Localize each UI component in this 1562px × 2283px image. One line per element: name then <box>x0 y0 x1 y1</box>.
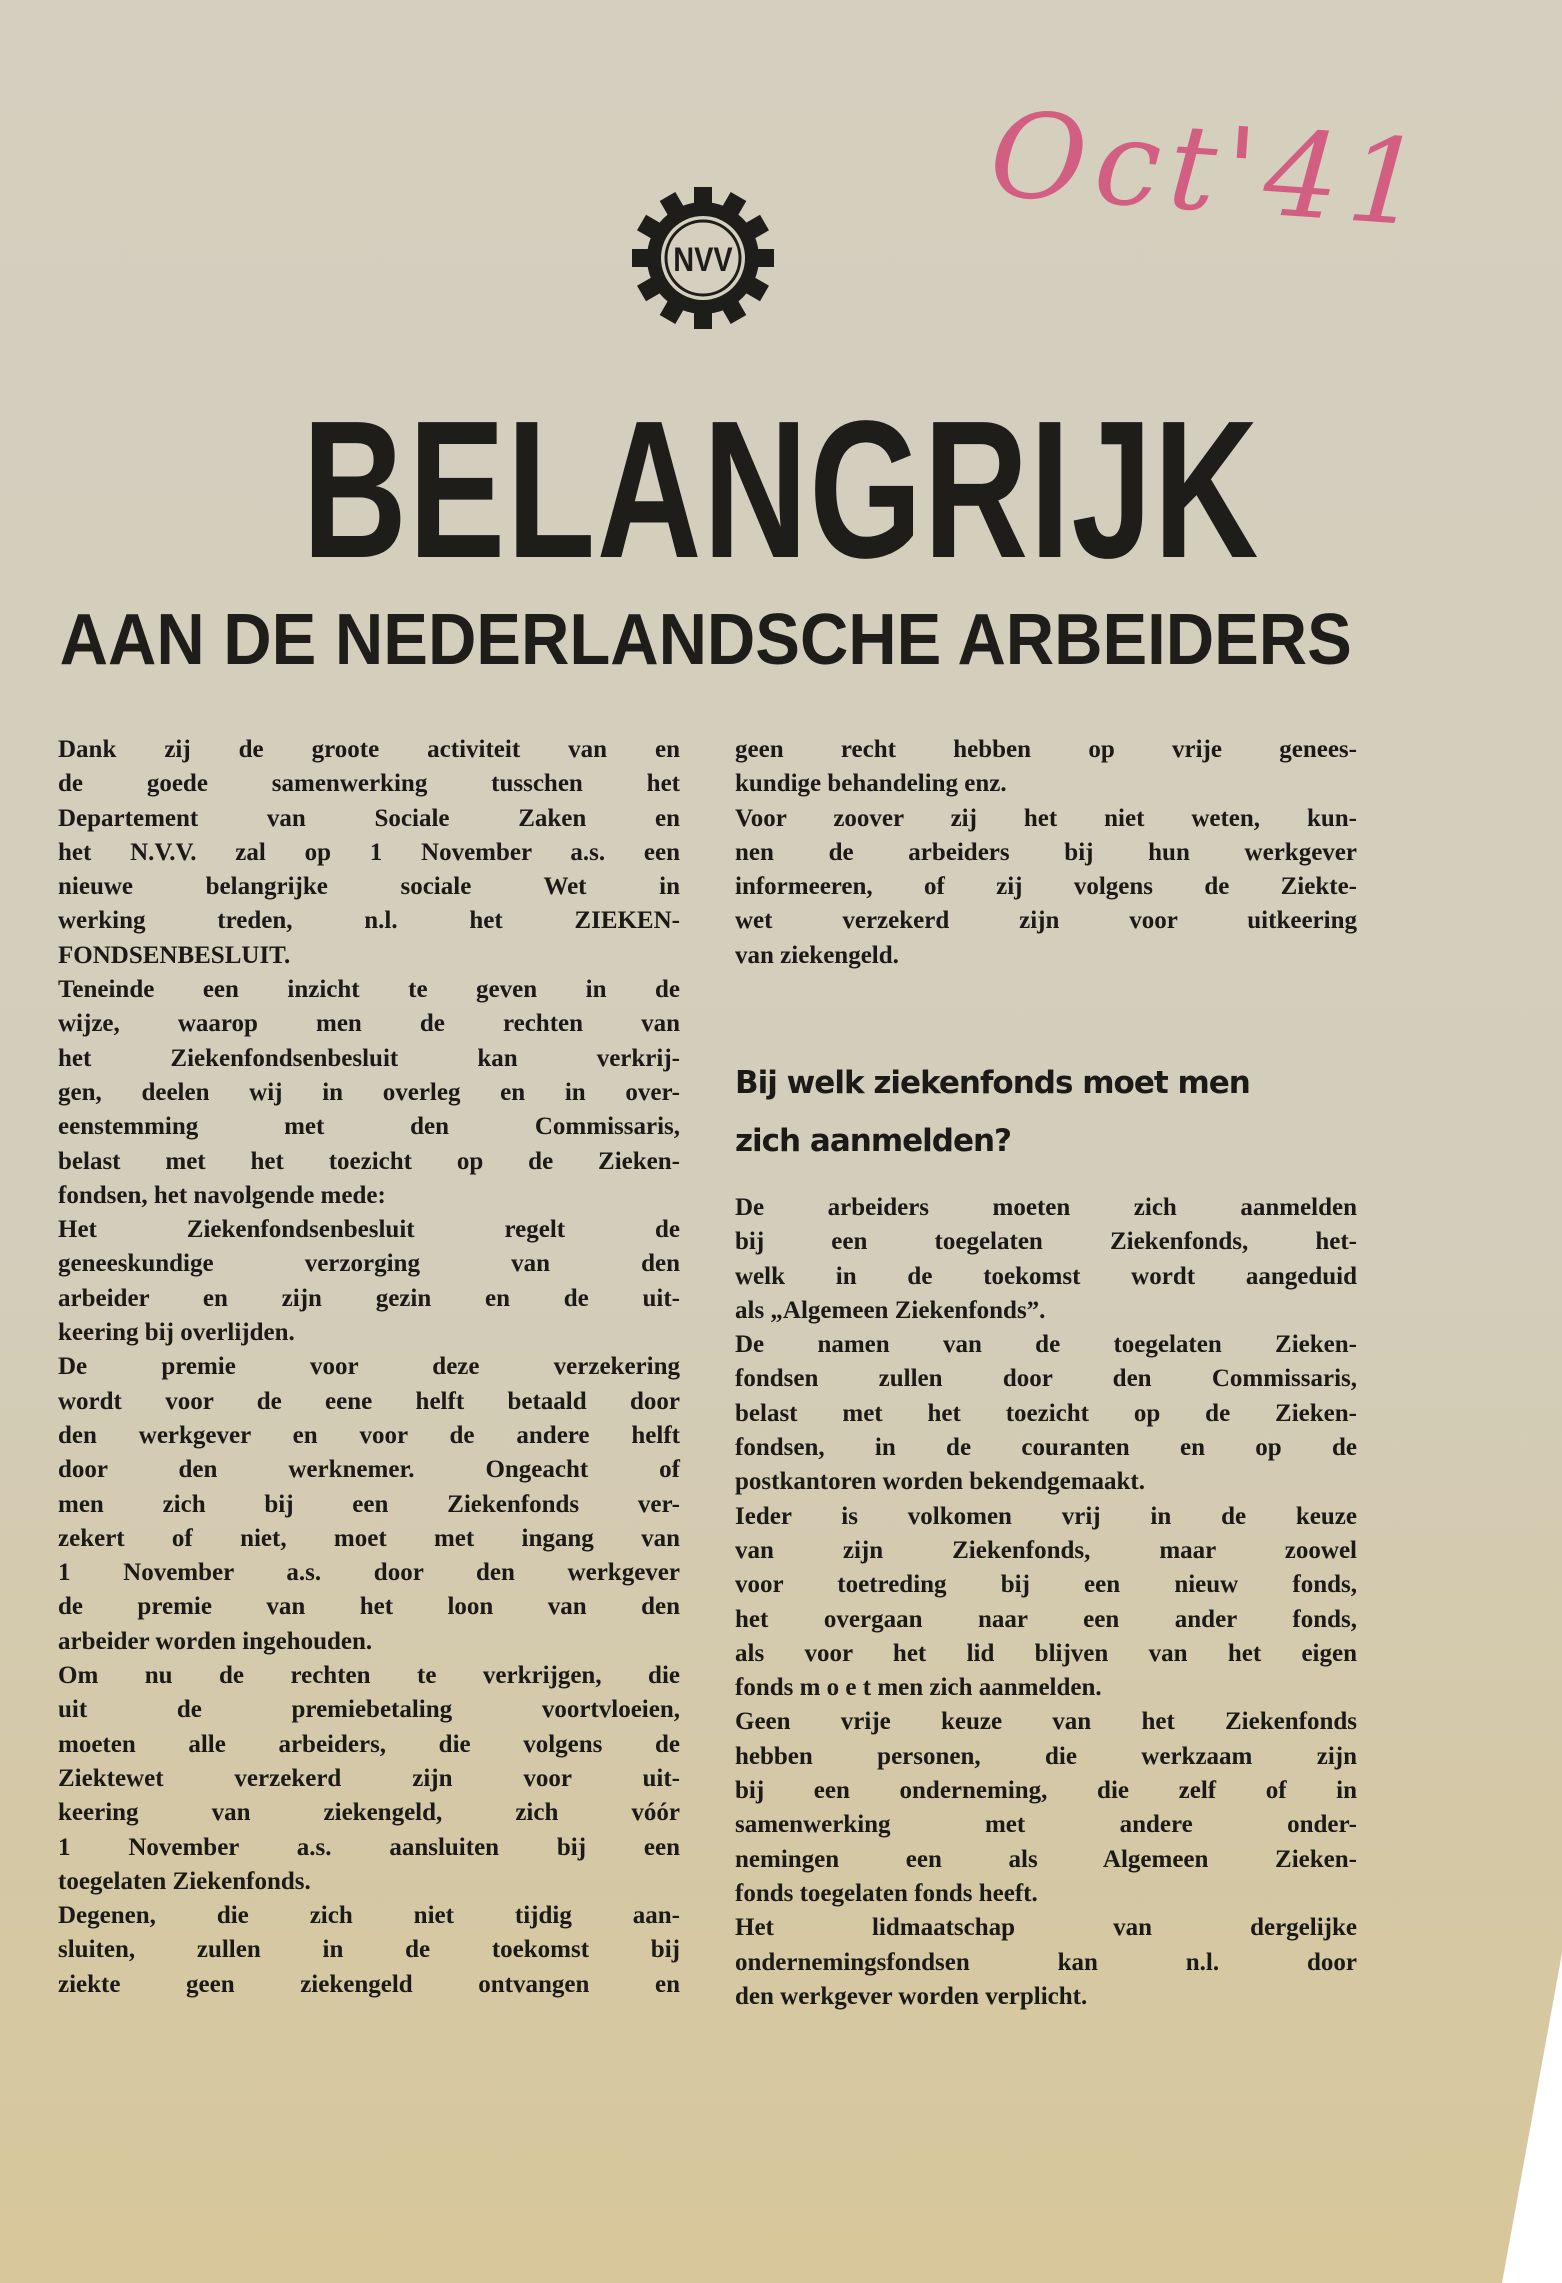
text-line: belast met het toezicht op de Zieken- <box>735 1399 1357 1427</box>
text-line: Ieder is volkomen vrij in de keuze <box>735 1502 1357 1530</box>
text-line: bij een toegelaten Ziekenfonds, het- <box>735 1228 1357 1256</box>
text-line: nen de arbeiders bij hun werkgever <box>735 838 1357 866</box>
text-line: wordt voor de eene helft betaald door <box>58 1387 680 1415</box>
text-line: werking treden, n.l. het ZIEKEN- <box>58 907 680 935</box>
text-line: FONDSENBESLUIT. <box>58 941 291 969</box>
subtitle <box>0 600 1412 680</box>
text-line: van zijn Ziekenfonds, maar zoowel <box>735 1536 1357 1564</box>
text-line: Het lidmaatschap van dergelijke <box>735 1914 1357 1942</box>
handwritten-date-annotation: Oct'41 <box>985 84 1436 254</box>
text-line: kundige behandeling enz. <box>735 770 1007 798</box>
text-line: van ziekengeld. <box>735 941 899 969</box>
text-line: als voor het lid blijven van het eigen <box>735 1639 1357 1667</box>
paragraph <box>58 733 680 973</box>
svg-text:NVV: NVV <box>673 239 733 279</box>
paragraph <box>735 802 1357 973</box>
section-heading <box>735 1054 1357 1170</box>
text-line: den werkgever en voor de andere helft <box>58 1421 680 1449</box>
text-line: De namen van de toegelaten Zieken- <box>735 1331 1357 1359</box>
nvv-gear-logo-icon <box>628 183 778 333</box>
paragraph <box>735 1705 1357 1911</box>
text-line: toegelaten Ziekenfonds. <box>58 1867 311 1895</box>
text-line: zekert of niet, moet met ingang van <box>58 1524 680 1552</box>
text-line: Teneinde een inzicht te geven in de <box>58 976 680 1004</box>
torn-corner <box>1502 1953 1562 2283</box>
text-line: het N.V.V. zal op 1 November a.s. een <box>58 838 680 866</box>
text-line: wet verzekerd zijn voor uitkeering <box>735 907 1357 935</box>
text-line: de premie van het loon van den <box>58 1593 680 1621</box>
text-line: Degenen, die zich niet tijdig aan- <box>58 1902 680 1930</box>
text-line: fonds toegelaten fonds heeft. <box>735 1879 1038 1907</box>
text-line: wijze, waarop men de rechten van <box>58 1010 680 1038</box>
text-line: de goede samenwerking tusschen het <box>58 770 680 798</box>
paragraph <box>735 1500 1357 1706</box>
text-line: nieuwe belangrijke sociale Wet in <box>58 873 680 901</box>
text-line: welk in de toekomst wordt aangeduid <box>735 1262 1357 1290</box>
right-column-bottom <box>735 1191 1357 2014</box>
text-line: men zich bij een Ziekenfonds ver- <box>58 1490 680 1518</box>
paragraph <box>58 1350 680 1659</box>
text-line: fondsen, het navolgende mede: <box>58 1181 386 1209</box>
text-line: De premie voor deze verzekering <box>58 1353 680 1381</box>
text-line: ziekte geen ziekengeld ontvangen en <box>58 1970 680 1998</box>
text-line: sluiten, zullen in de toekomst bij <box>58 1936 680 1964</box>
text-line: arbeider en zijn gezin en de uit- <box>58 1284 680 1312</box>
text-line: geen recht hebben op vrije genees- <box>735 736 1357 763</box>
text-line: eenstemming met den Commissaris, <box>58 1113 680 1141</box>
text-line: het Ziekenfondsenbesluit kan verkrij- <box>58 1044 680 1072</box>
text-line: ondernemingsfondsen kan n.l. door <box>735 1948 1357 1976</box>
text-line: fonds m o e t men zich aanmelden. <box>735 1674 1102 1702</box>
text-line: keering bij overlijden. <box>58 1319 295 1347</box>
text-line: geneeskundige verzorging van den <box>58 1250 680 1278</box>
paragraph <box>58 1213 680 1350</box>
text-line: bij een onderneming, die zelf of in <box>735 1777 1357 1805</box>
text-line: Ziektewet verzekerd zijn voor uit- <box>58 1764 680 1792</box>
text-line: Voor zoover zij het niet weten, kun- <box>735 804 1357 832</box>
paragraph <box>735 733 1357 802</box>
text-line: het overgaan naar een ander fonds, <box>735 1605 1357 1633</box>
paragraph <box>735 1328 1357 1499</box>
text-line: De arbeiders moeten zich aanmelden <box>735 1194 1357 1221</box>
paragraph <box>735 1911 1357 2014</box>
left-column <box>58 733 680 2002</box>
text-line: voor toetreding bij een nieuw fonds, <box>735 1571 1357 1599</box>
text-line: samenwerking met andere onder- <box>735 1811 1357 1839</box>
right-column-top <box>735 733 1357 973</box>
text-line: den werkgever worden verplicht. <box>735 1982 1088 2010</box>
paragraph <box>58 973 680 1213</box>
main-title <box>0 380 1562 599</box>
text-line: gen, deelen wij in overleg en in over- <box>58 1078 680 1106</box>
text-line: hebben personen, die werkzaam zijn <box>735 1742 1357 1770</box>
text-line: postkantoren worden bekendgemaakt. <box>735 1468 1145 1496</box>
section-heading-line: Bij welk ziekenfonds moet men <box>735 1065 1250 1101</box>
text-line: Dank zij de groote activiteit van en <box>58 736 680 763</box>
text-line: uit de premiebetaling voortvloeien, <box>58 1696 680 1724</box>
text-line: moeten alle arbeiders, die volgens de <box>58 1730 680 1758</box>
text-line: Om nu de rechten te verkrijgen, die <box>58 1662 680 1690</box>
subtitle-text: AAN DE NEDERLANDSCHE ARBEIDERS <box>59 600 1353 680</box>
paragraph <box>58 1659 680 1899</box>
text-line: informeeren, of zij volgens de Ziekte- <box>735 873 1357 901</box>
text-line: door den werknemer. Ongeacht of <box>58 1456 680 1484</box>
text-line: 1 November a.s. door den werkgever <box>58 1559 680 1587</box>
text-line: belast met het toezicht op de Zieken- <box>58 1147 680 1175</box>
text-line: Geen vrije keuze van het Ziekenfonds <box>735 1708 1357 1736</box>
text-line: fondsen zullen door den Commissaris, <box>735 1365 1357 1393</box>
text-line: fondsen, in de couranten en op de <box>735 1434 1357 1462</box>
title-text: BELANGRIJK <box>302 380 1260 599</box>
paragraph <box>735 1191 1357 1328</box>
paragraph <box>58 1899 680 2002</box>
text-line: als „Algemeen Ziekenfonds”. <box>735 1296 1046 1324</box>
text-line: Het Ziekenfondsenbesluit regelt de <box>58 1216 680 1244</box>
text-line: 1 November a.s. aansluiten bij een <box>58 1833 680 1861</box>
text-line: nemingen een als Algemeen Zieken- <box>735 1845 1357 1873</box>
text-line: Departement van Sociale Zaken en <box>58 804 680 832</box>
section-heading-line: zich aanmelden? <box>735 1123 1012 1159</box>
text-line: arbeider worden ingehouden. <box>58 1627 373 1655</box>
text-line: keering van ziekengeld, zich vóór <box>58 1799 680 1827</box>
